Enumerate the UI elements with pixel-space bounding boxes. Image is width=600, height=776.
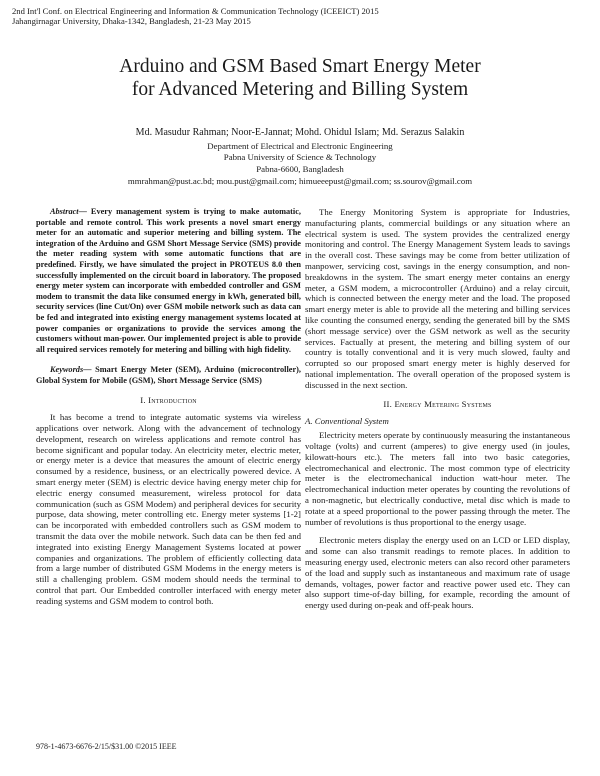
paper-title	[0, 55, 600, 101]
affiliation-department: Department of Electrical and Electronic Engineering	[207, 141, 393, 151]
title-line-1: Arduino and GSM Based Smart Energy Meter	[119, 56, 481, 77]
right-column	[305, 207, 570, 611]
abstract-label: Abstract—	[50, 207, 87, 216]
conference-line-1: 2nd Int'l Conf. on Electrical Engineering and Information & Communication Technology (ICEEICT) 2015	[12, 6, 379, 16]
author-list: Md. Masudur Rahman; Noor-E-Jannat; Mohd. Ohidul Islam; Md. Serazus Salakin	[135, 127, 465, 138]
title-line-2: for Advanced Metering and Billing System	[131, 79, 469, 100]
keywords-label: Keywords—	[50, 365, 92, 375]
abstract	[36, 207, 301, 355]
affiliation-city: Pabna-6600, Bangladesh	[256, 164, 344, 174]
author-emails: mmrahman@pust.ac.bd; mou.pust@gmail.com; himueeepust@gmail.com; ss.sourov@gmail.com	[127, 176, 473, 186]
conference-header	[12, 6, 572, 26]
right-paragraph-1: The Energy Monitoring System is appropriate for Industries, manufacturing plants, commercial buildings or any situation where an electrical system is used. The system provides the centralized energy monitoring and control. The Energy Management System leads to savings in the overall cost. These savings may be come from better utilization of manpower, servicing cost, savings in the energy consumption, and non-breakdowns in the system. The smart energy meter contains an energy meter, a GSM modem, a microcontroller (Arduino) and a relay circuit, which is connected between the energy meter and the load. The proposed smart energy meter is able to provide all the metering and billing services like counting the consumed energy, sending the generated bill by the SMS (short message service) over the GSM network as well as the security services. Factually at present, the metering and billing system of our country is totally conventional and it is very much slowed, faulty and corrupted so our proposed smart energy meter is highly deserved for national implementation. The overall operation of the proposed system is discussed in the next section.	[305, 207, 570, 390]
subsection-heading-conventional: A. Conventional System	[305, 416, 389, 427]
electronic-meters-paragraph: Electronic meters display the energy used on an LCD or LED display, and some can also transmit readings to remote places. In addition to measuring energy used, electronic meters can also record other parameters of the load and supply such as instantaneous and maximum rate of usage demands, voltages, power factor and reactive power used etc. They can also support time-of-day billing, for example, recording the amount of energy used during on-peak and off-peak hours.	[305, 535, 570, 611]
abstract-text: Every management system is trying to make automatic, portable and remote control. This work presents a novel smart energy meter for an automatic and superior metering and billing system. The integration of the Arduino and GSM Short Message Service (SMS) provide the meter reading system with some automatic functions that are predefined. Firstly, we have simulated the project in PROTEUS 8.0 then successfully implemented on the circuit board in laboratory. The proposed energy meter system can incorporate with embedded controller and GSM modem to transmit the data like consumed energy in kWh, generated bill, security services (line Cut/On) over GSM mobile network such as data can be fed and integrated into existing energy management systems located at power companies or organizations to provide the services among the customers without man-power. Our implemented project is able to provide all required services remotely for metering and billing with high fidelity.	[36, 207, 301, 354]
left-column	[36, 207, 301, 607]
keywords	[36, 365, 301, 386]
copyright-footer: 978-1-4673-6676-2/15/$31.00 ©2015 IEEE	[36, 742, 177, 751]
affiliation-university: Pabna University of Science & Technology	[223, 152, 377, 162]
section-heading-metering: II. Energy Metering Systems	[383, 398, 492, 409]
conventional-paragraph: Electricity meters operate by continuously measuring the instantaneous voltage (volts) and current (amperes) to give energy used (in joules, kilowatt-hours etc.). The meters fall into two basic categories, electromechanical and electronic. The most common type of electricity meter is the electromechanical induction watt-hour meter. The electromechanical induction meter operates by counting the revolutions of a non-magnetic, but electrically conductive, metal disc which is made to rotate at a speed proportional to the power passing through the meter. The number of revolutions is thus proportional to the energy usage.	[305, 430, 570, 527]
conference-line-2: Jahangirnagar University, Dhaka-1342, Bangladesh, 21-23 May 2015	[12, 16, 251, 26]
section-heading-introduction: I. Introduction	[140, 394, 197, 405]
keywords-text: Smart Energy Meter (SEM), Arduino (microcontroller), Global System for Mobile (GSM), Short Message Service (SMS)	[36, 365, 301, 385]
introduction-paragraph: It has become a trend to integrate automatic systems via wireless applications over network. Along with the advancement of technology development, research on wireless applications and remote control has become significant and popular today. An electricity meter, electric meter, or energy meter is a device that measures the amount of electric energy consumed by a residence, business, or an electrically powered device. A smart energy meter (SEM) is electric device having energy meter chip for electric energy consumed measurement, wireless protocol for data communication (such as GSM Modem) and peripheral devices for security purpose, data showing, meter controlling etc. Energy meter systems [1-2] can be incorporated with embedded controllers such as GSM modem to transmit the data over the mobile network. Such data can be then fed and integrated into existing Energy Management Systems located at power companies and organizations. The problem of efficiently collecting data from a large number of distributed GSM Modems in the energy meters is still a challenging problem. GSM modem should needs the terminal to control that part. Our Embedded controller interfaced with energy meter reading systems and GSM modem to control both.	[36, 412, 301, 606]
